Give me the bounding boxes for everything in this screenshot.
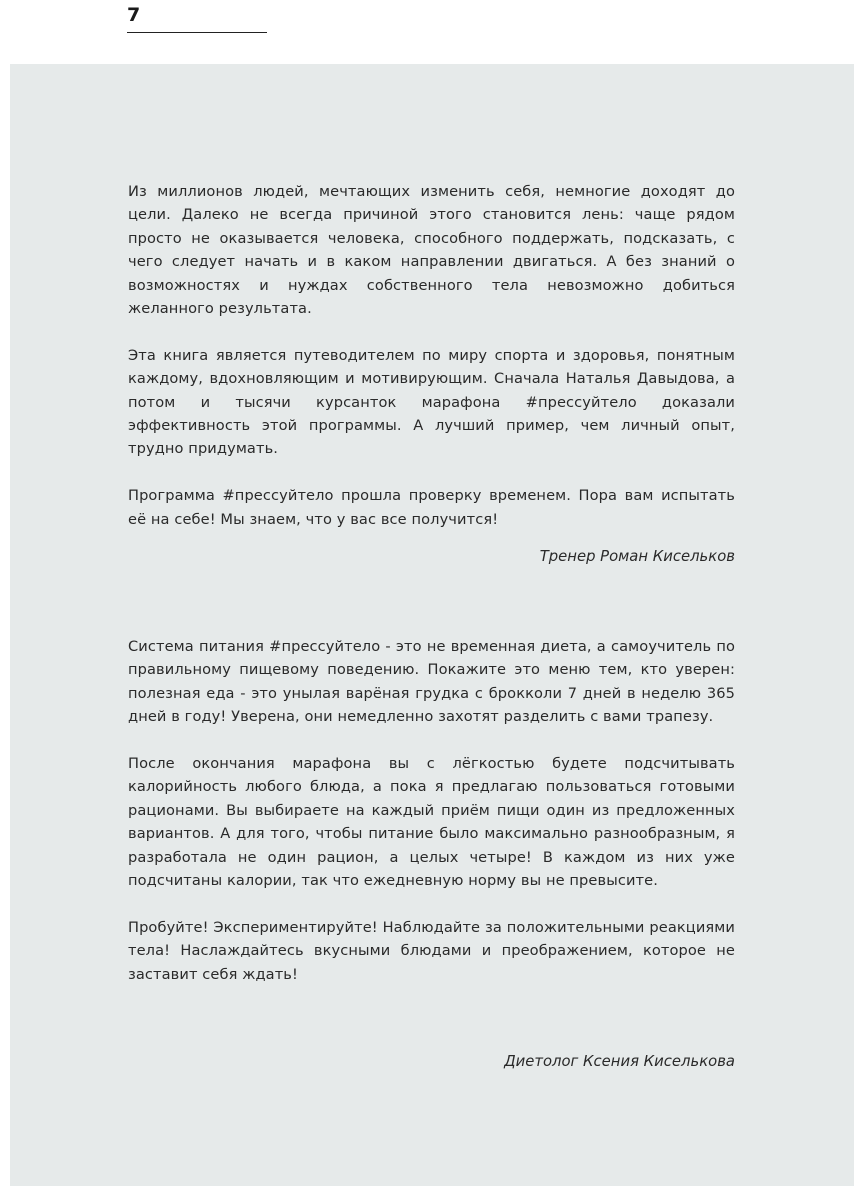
- dietitian-paragraph: Система питания #прессуйтело - это не временная диета, а самоучитель по правильному пищевому поведению. Покажите это меню тем, кто уверен: полезная еда - это унылая варёная грудка с брокколи 7 дней в неделю 365 дней в году! Уверена, они немедленно захотят разделить с вами трапезу.: [128, 638, 735, 726]
- dietitian-text-block: [128, 635, 735, 1009]
- page-number: 7: [127, 4, 141, 26]
- header-rule: [127, 32, 267, 33]
- trainer-paragraph: Программа #прессуйтело прошла проверку временем. Пора вам испытать её на себе! Мы знаем, что у вас все получится!: [128, 487, 735, 528]
- dietitian-signature: Диетолог Ксения Киселькова: [504, 1053, 735, 1070]
- dietitian-paragraph: Пробуйте! Экспериментируйте! Наблюдайте за положительными реакциями тела! Наслаждайтесь вкусными блюдами и преображением, которое не заставит себя ждать!: [128, 918, 735, 983]
- trainer-text-block: [128, 180, 735, 554]
- dietitian-paragraph: После окончания марафона вы с лёгкостью будете подсчитывать калорийность любого блюда, а пока я предлагаю пользоваться готовыми рационами. Вы выбираете на каждый приём пищи один из предложенных вариантов. А для того, чтобы питание было максимально разнообразным, я разработала не один рацион, а целых четыре! В каждом из них уже подсчитаны калории, так что ежедневную норму вы не превысите.: [128, 755, 735, 890]
- trainer-paragraph: Из миллионов людей, мечтающих изменить себя, немногие доходят до цели. Далеко не всегда причиной этого становится лень: чаще рядом просто не оказывается человека, способного поддержать, подсказать, с чего следует начать и в каком направлении двигаться. А без знаний о возможностях и нуждах собственного тела невозможно добиться желанного результата.: [128, 183, 735, 318]
- trainer-signature: Тренер Роман Кисельков: [539, 548, 735, 565]
- trainer-paragraph: Эта книга является путеводителем по миру спорта и здоровья, понятным каждому, вдохновляющим и мотивирующим. Сначала Наталья Давыдова, а потом и тысячи курсанток марафона #прессуйтело доказали эффективность этой программы. А лучший пример, чем личный опыт, трудно придумать.: [128, 346, 735, 458]
